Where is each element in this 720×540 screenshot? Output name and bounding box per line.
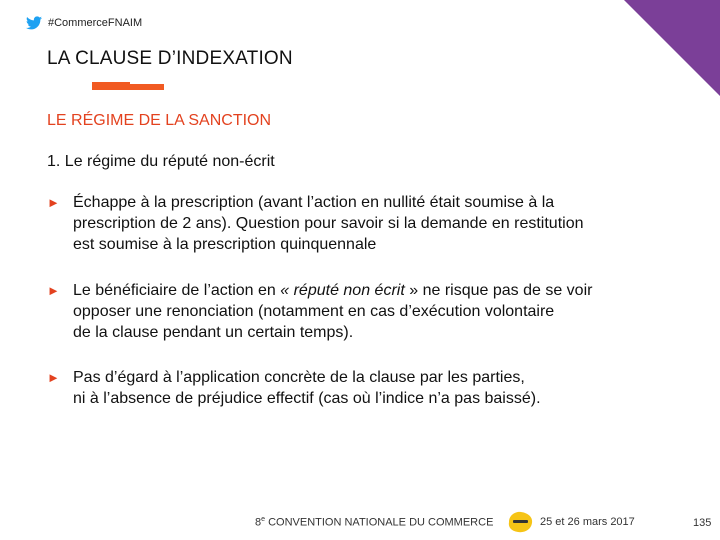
section-heading: LE RÉGIME DE LA SANCTION bbox=[47, 112, 272, 129]
quote-open: « bbox=[280, 282, 294, 299]
bullet-item-3 bbox=[47, 367, 687, 409]
hashtag-text: #CommerceFNAIM bbox=[48, 17, 143, 29]
footer-event bbox=[255, 516, 493, 529]
quote-close: » bbox=[404, 282, 419, 299]
bullet-line: prescription de 2 ans). Question pour savoir si la demande en restitution bbox=[73, 215, 584, 232]
bullet-arrow-icon: ► bbox=[47, 370, 60, 385]
bullet-item-1 bbox=[47, 192, 687, 255]
event-name: CONVENTION NATIONALE DU COMMERCE bbox=[265, 516, 494, 529]
page-number: 135 bbox=[693, 517, 712, 529]
bullet-line: opposer une renonciation (notamment en cas d’exécution volontaire bbox=[73, 303, 555, 320]
bullet-line: Échappe à la prescription (avant l’action en nullité était soumise à la bbox=[73, 194, 555, 211]
italic-term: réputé non écrit bbox=[293, 282, 405, 299]
bullet-line: ni à l’absence de préjudice effectif (cas où l’indice n’a pas baissé). bbox=[73, 390, 541, 407]
event-suffix: e bbox=[261, 516, 266, 523]
bullet-line-end: ne risque pas de se voir bbox=[418, 282, 593, 299]
bullet-arrow-icon: ► bbox=[47, 283, 60, 298]
bullet-line: Pas d’égard à l’application concrète de la clause par les parties, bbox=[73, 369, 525, 386]
corner-triangle bbox=[624, 0, 720, 96]
event-number: 8 bbox=[255, 516, 262, 529]
bullet-line-start: Le bénéficiaire de l’action en bbox=[73, 282, 281, 299]
bullet-text-3 bbox=[73, 367, 687, 409]
bullet-arrow-icon: ► bbox=[47, 195, 60, 210]
slide-title: LA CLAUSE D’INDEXATION bbox=[47, 48, 293, 69]
hashtag-header bbox=[26, 16, 142, 30]
title-underline bbox=[92, 84, 164, 90]
corner-decoration bbox=[624, 0, 720, 96]
bullet-text-2 bbox=[73, 280, 687, 343]
bullet-line: est soumise à la prescription quinquennale bbox=[73, 236, 377, 253]
fnaim-logo-icon bbox=[505, 509, 535, 535]
bullet-line bbox=[73, 280, 687, 301]
bullet-item-2 bbox=[47, 280, 687, 343]
twitter-bird-icon bbox=[26, 16, 42, 30]
footer-date: 25 et 26 mars 2017 bbox=[540, 516, 635, 528]
bullet-text-1 bbox=[73, 192, 687, 255]
bullet-line: de la clause pendant un certain temps). bbox=[73, 324, 354, 341]
sub-heading: 1. Le régime du réputé non-écrit bbox=[47, 153, 275, 170]
